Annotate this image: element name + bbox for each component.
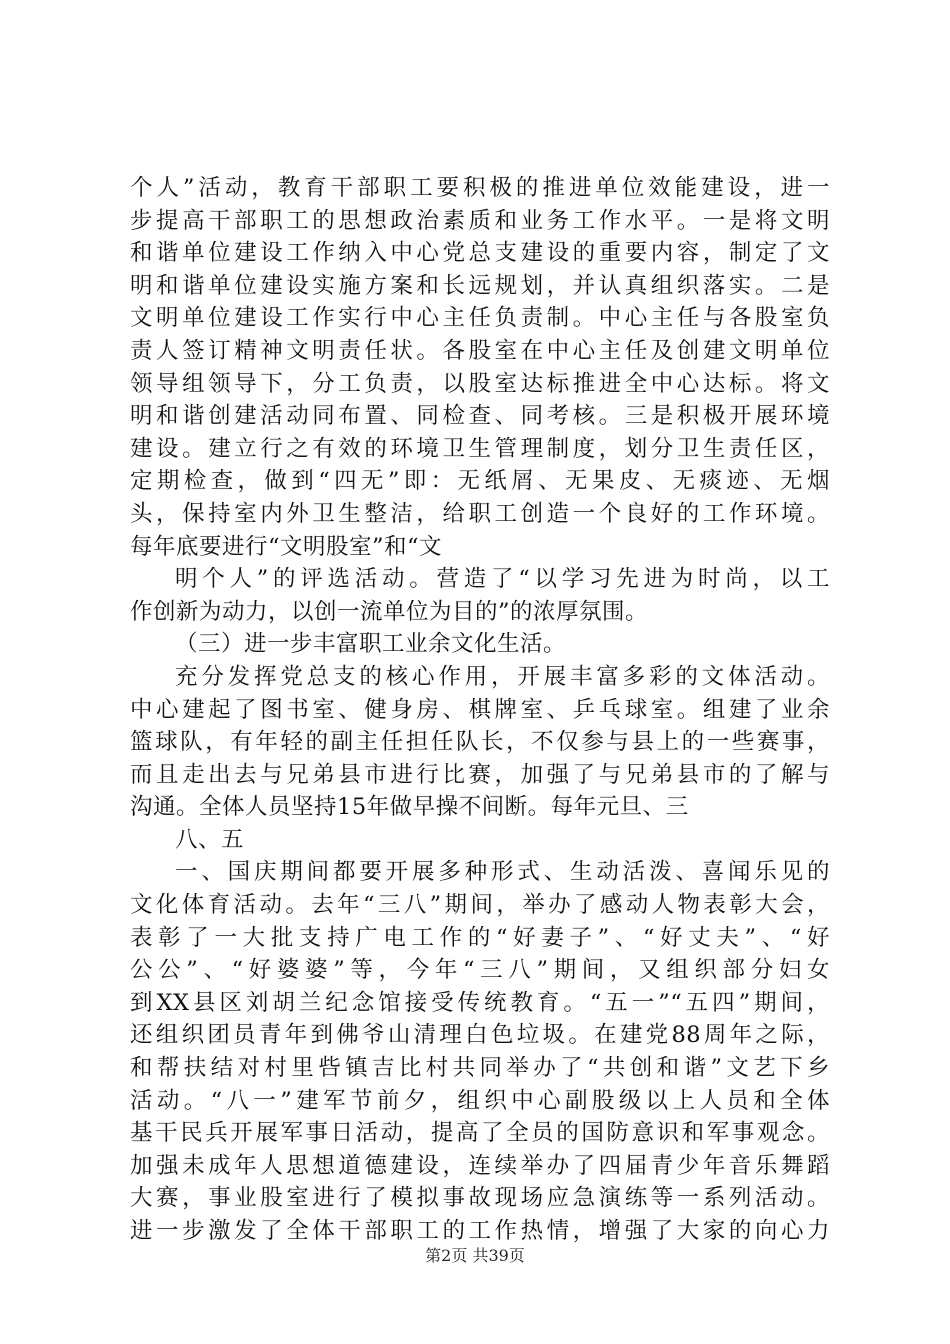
text-line: 作创新为动力，以创一流单位为目的”的浓厚氛围。 [130,598,649,625]
text-line: 表彰了一大批支持广电工作的“好妻子”、“好丈夫”、“好 [130,924,830,951]
text-line: 建设。建立行之有效的环境卫生管理制度，划分卫生责任区， [130,435,830,462]
page-footer: 第2页 共39页 [425,1246,525,1265]
text-line: 定期检查，做到“四无”即：无纸屑、无果皮、无痰迹、无烟 [130,468,830,495]
text-line: 一、国庆期间都要开展多种形式、生动活泼、喜闻乐见的 [175,859,830,886]
text-line: 中心建起了图书室、健身房、棋牌室、乒乓球室。组建了业余 [130,696,830,723]
text-line: 基干民兵开展军事日活动，提高了全员的国防意识和军事观念。 [130,1120,830,1147]
text-line: 八、五 [175,826,245,853]
text-line: 和谐单位建设工作纳入中心党总支建设的重要内容，制定了文 [130,240,830,267]
text-line: 篮球队，有年轻的副主任担任队长，不仅参与县上的一些赛事， [130,729,830,756]
text-line: 到XX县区刘胡兰纪念馆接受传统教育。“五一”“五四”期间， [130,989,830,1016]
text-line: 明和谐单位建设实施方案和长远规划，并认真组织落实。二是 [130,272,830,299]
text-line: 头，保持室内外卫生整洁，给职工创造一个良好的工作环境。 [130,500,830,527]
text-line: 充分发挥党总支的核心作用，开展丰富多彩的文体活动。 [175,663,830,690]
text-line: 文化体育活动。去年“三八”期间，举办了感动人物表彰大会， [130,892,830,919]
text-line: 责人签订精神文明责任状。各股室在中心主任及创建文明单位 [130,337,830,364]
text-line: 每年底要进行“文明股室”和“文 [130,533,443,560]
text-line: 大赛，事业股室进行了模拟事故现场应急演练等一系列活动。 [130,1185,830,1212]
text-line: 文明单位建设工作实行中心主任负责制。中心主任与各股室负 [130,305,830,332]
text-line: （三）进一步丰富职工业余文化生活。 [175,631,567,658]
text-line: 和帮扶结对村里呰镇吉比村共同举办了“共创和谐”文艺下乡 [130,1055,830,1082]
text-line: 个人”活动，教育干部职工要积极的推进单位效能建设，进一 [130,175,830,201]
document-body [130,172,830,1248]
text-line: 还组织团员青年到佛爷山清理白色垃圾。在建党88周年之际， [130,1022,830,1049]
text-line: 明和谐创建活动同布置、同检查、同考核。三是积极开展环境 [130,403,830,430]
text-line: 明个人”的评选活动。营造了“以学习先进为时尚，以工 [175,566,830,593]
text-line: 公公”、“好婆婆”等，今年“三八”期间，又组织部分妇女 [130,957,830,984]
text-line: 加强未成年人思想道德建设，连续举办了四届青少年音乐舞蹈 [130,1152,830,1179]
text-line: 沟通。全体人员坚持15年做早操不间断。每年元旦、三 [130,794,689,821]
text-line: 领导组领导下，分工负责，以股室达标推进全中心达标。将文 [130,370,830,397]
text-line: 活动。“八一”建军节前夕，组织中心副股级以上人员和全体 [130,1087,830,1114]
text-line: 进一步激发了全体干部职工的工作热情，增强了大家的向心力 [130,1218,830,1244]
text-line: 而且走出去与兄弟县市进行比赛，加强了与兄弟县市的了解与 [130,761,830,788]
text-line: 步提高干部职工的思想政治素质和业务工作水平。一是将文明 [130,207,830,234]
